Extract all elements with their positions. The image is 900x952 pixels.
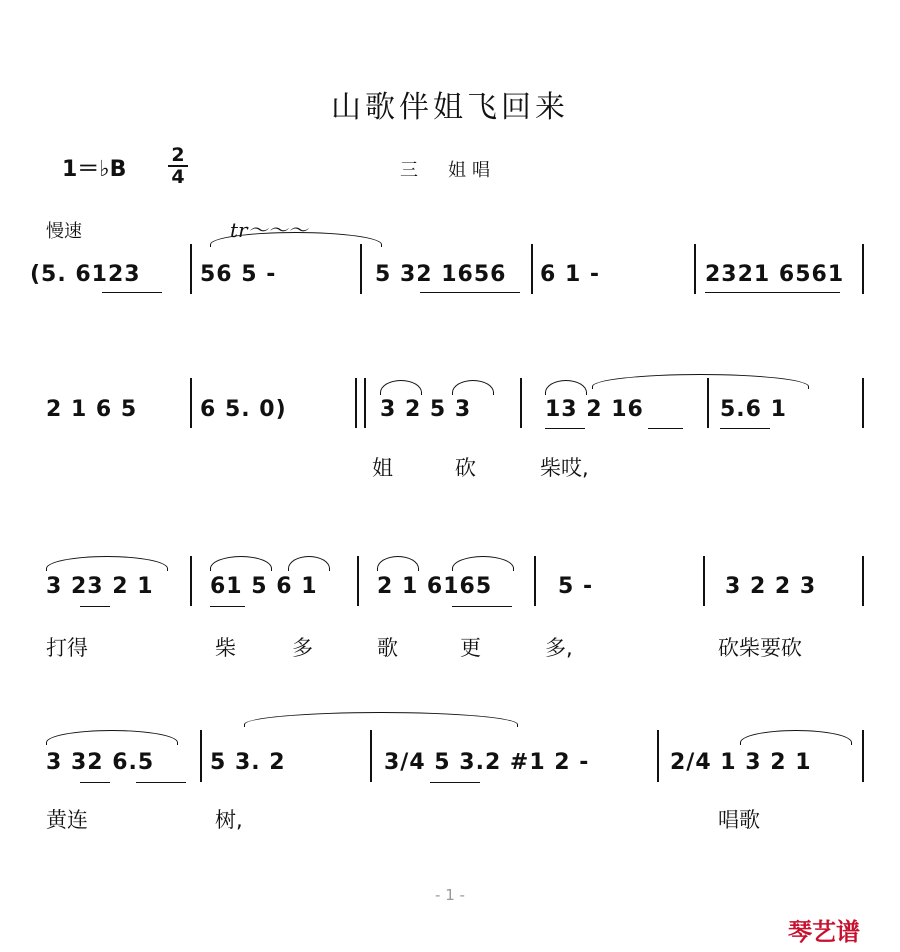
- lyric: 打得: [46, 636, 88, 660]
- measure-note-group: 2 1 6 5: [46, 397, 138, 422]
- measure-note-group: 3 32 6.5: [46, 750, 155, 775]
- tempo-marking: 慢速: [46, 221, 82, 242]
- measure-note-group: 6 1 -: [540, 262, 601, 287]
- measure-note-group: 3/4 5 3.2 #1 2 -: [384, 750, 590, 775]
- time-sig-bottom: 4: [171, 166, 185, 188]
- measure-note-group: 61 5 6 1: [210, 574, 318, 599]
- lyric: 多: [292, 636, 313, 660]
- lyric: 姐: [372, 456, 393, 480]
- measure-note-group: 3 2 5 3: [380, 397, 472, 422]
- singer-label: 三 姐唱: [400, 160, 496, 181]
- measure-note-group: 5 32 1656: [375, 262, 507, 287]
- lyric: 唱歌: [718, 808, 760, 832]
- lyric: 多,: [545, 636, 573, 660]
- measure-note-group: 3 23 2 1: [46, 574, 154, 599]
- measure-note-group: 2 1 6165: [377, 574, 493, 599]
- lyric: 柴: [215, 636, 236, 660]
- lyric: 树,: [215, 808, 243, 832]
- measure-note-group: (5. 6123: [30, 262, 141, 287]
- measure-note-group: 56 5 -: [200, 262, 277, 287]
- measure-note-group: 5 3. 2: [210, 750, 286, 775]
- lyric: 更: [460, 636, 481, 660]
- time-sig-top: 2: [171, 144, 185, 166]
- measure-note-group: 3 2 2 3: [725, 574, 817, 599]
- measure-note-group: 5.6 1: [720, 397, 787, 422]
- measure-note-group: 5 -: [558, 574, 594, 599]
- song-title: 山歌伴姐飞回来: [331, 90, 569, 125]
- key-signature: 1＝♭B: [62, 157, 127, 182]
- measure-note-group: 2/4 1 3 2 1: [670, 750, 812, 775]
- lyric: 黄连: [46, 808, 88, 832]
- measure-note-group: 13 2 16: [545, 397, 644, 422]
- lyric: 歌: [377, 636, 398, 660]
- trill-marking: tr～～～: [230, 218, 308, 242]
- measure-note-group: 6 5. 0): [200, 397, 287, 422]
- page-number: - 1 -: [435, 886, 465, 904]
- measure-note-group: 2321 6561: [705, 262, 845, 287]
- time-signature: [168, 146, 188, 186]
- lyric: 砍: [455, 456, 476, 480]
- watermark-logo: 琴艺谱: [788, 918, 860, 946]
- lyric: 砍柴要砍: [718, 636, 802, 660]
- lyric: 柴哎,: [540, 456, 589, 480]
